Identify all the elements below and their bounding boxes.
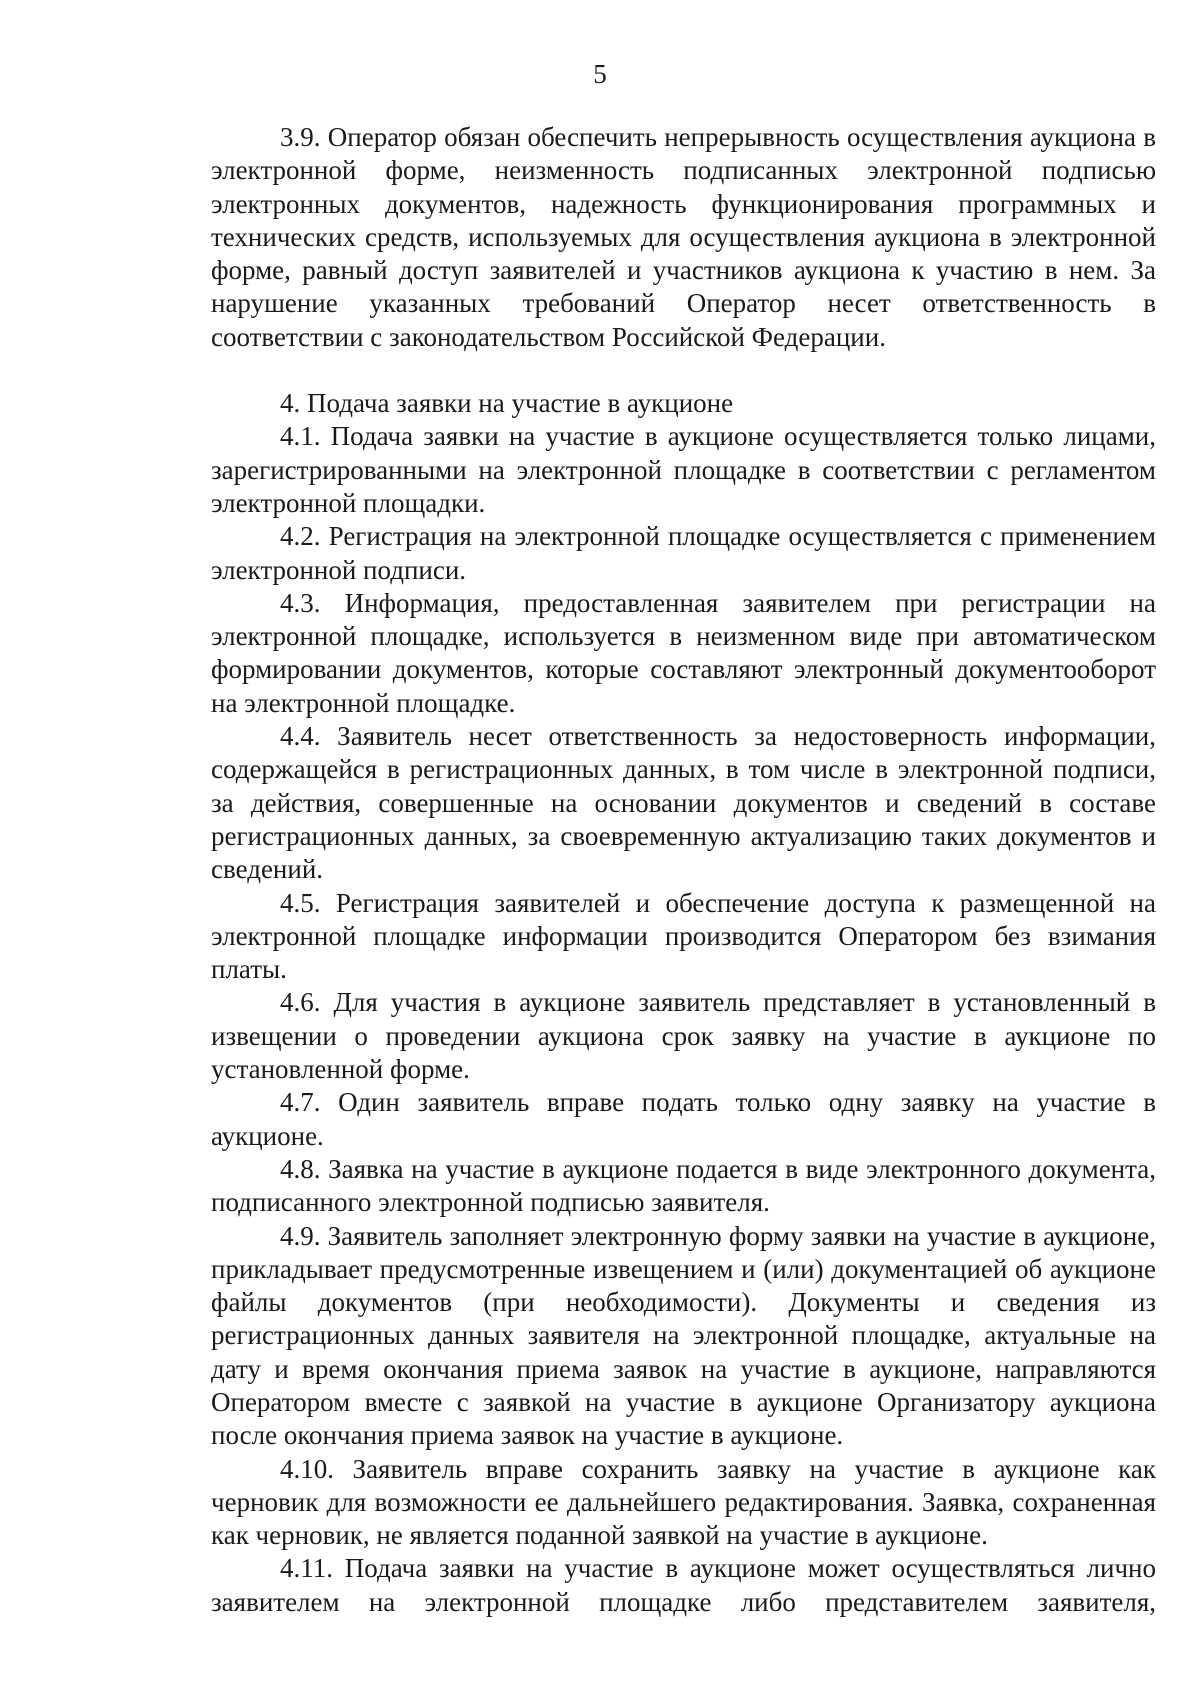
document-body: [211, 121, 1156, 1619]
paragraph-4-9: 4.9. Заявитель заполняет электронную форму заявки на участие в аукционе, прикладывает предусмотренные извещением и (или) документацией об аукционе файлы документов (при необходимости). Документы и сведения из регистрационных данных заявителя на электронной площадке, актуальные на дату и время окончания приема заявок на участие в аукционе, направляются Оператором вместе с заявкой на участие в аукционе Организатору аукциона после окончания приема заявок на участие в аукционе.: [211, 1220, 1156, 1451]
paragraph-3-9: 3.9. Оператор обязан обеспечить непрерывность осуществления аукциона в электронной форме, неизменность подписанных электронной подписью электронных документов, надежность функционирования программных и технических средств, используемых для осуществления аукциона в электронной форме, равный доступ заявителей и участников аукциона к участию в нем. За нарушение указанных требований Оператор несет ответственность в соответствии с законодательством Российской Федерации.: [211, 122, 1156, 352]
paragraph-4-11: 4.11. Подача заявки на участие в аукционе может осуществляться лично заявителем на электронной площадке либо представителем заявителя,: [211, 1553, 1156, 1617]
paragraph-4-4: 4.4. Заявитель несет ответственность за недостоверность информации, содержащейся в регистрационных данных, в том числе в электронной подписи, за действия, совершенные на основании документов и сведений в составе регистрационных данных, за своевременную актуализацию таких документов и сведений.: [211, 721, 1156, 885]
paragraph-4-10: 4.10. Заявитель вправе сохранить заявку на участие в аукционе как черновик для возможности ее дальнейшего редактирования. Заявка, сохраненная как черновик, не является поданной заявкой на участие в аукционе.: [211, 1453, 1156, 1551]
paragraph-4-3: 4.3. Информация, предоставленная заявителем при регистрации на электронной площадке, используется в неизменном виде при автоматическом формировании документов, которые составляют электронный документооборот на электронной площадке.: [211, 587, 1156, 718]
paragraph-4-1: 4.1. Подача заявки на участие в аукционе осуществляется только лицами, зарегистрированными на электронной площадке в соответствии с регламентом электронной площадки.: [211, 421, 1156, 518]
paragraph-4-5: 4.5. Регистрация заявителей и обеспечение доступа к размещенной на электронной площадке информации производится Оператором без взимания платы.: [211, 887, 1156, 985]
paragraph-4-7: 4.7. Один заявитель вправе подать только одну заявку на участие в аукционе.: [211, 1087, 1156, 1151]
page-number: 5: [593, 59, 607, 89]
section-heading-4: 4. Подача заявки на участие в аукционе: [280, 388, 734, 419]
paragraph-4-6: 4.6. Для участия в аукционе заявитель представляет в установленный в извещении о проведении аукциона срок заявку на участие в аукционе по установленной форме.: [211, 987, 1156, 1085]
paragraph-4-2: 4.2. Регистрация на электронной площадке осуществляется с применением электронной подписи.: [211, 521, 1156, 585]
paragraph-4-8: 4.8. Заявка на участие в аукционе подается в виде электронного документа, подписанного электронной подписью заявителя.: [211, 1153, 1156, 1218]
